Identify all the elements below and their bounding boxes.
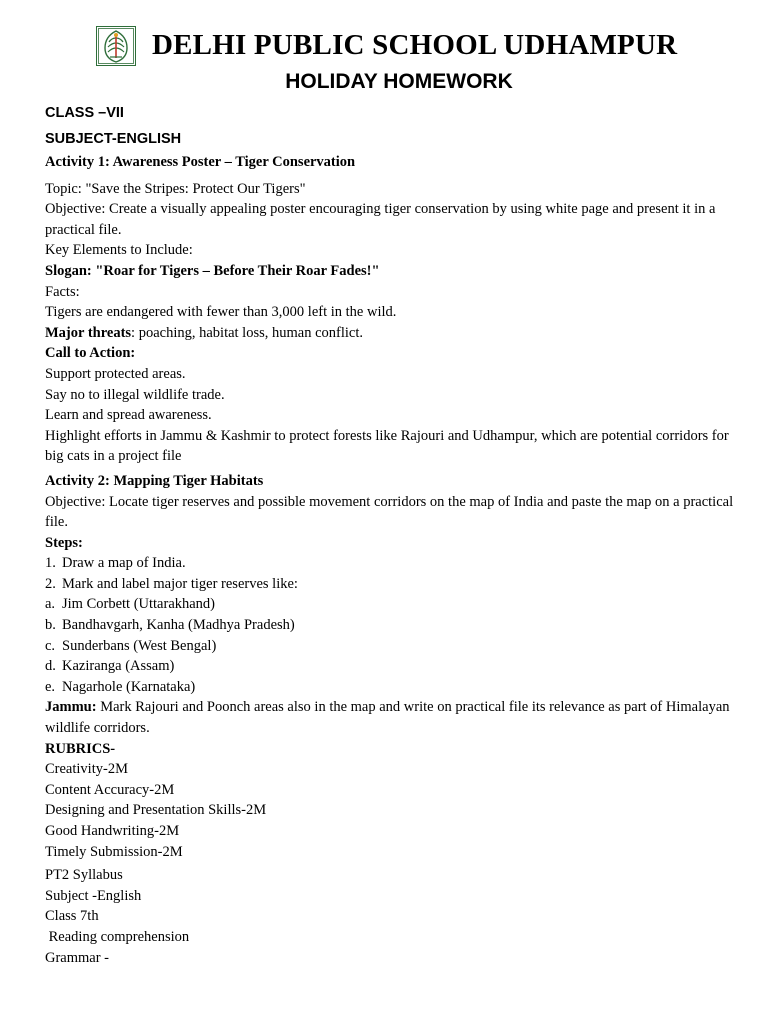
rubric-item: Good Handwriting-2M xyxy=(45,823,180,839)
syllabus-class: Class 7th xyxy=(45,908,99,925)
document-body xyxy=(45,152,735,968)
activity1-topic: Topic: "Save the Stripes: Protect Our Tigers" xyxy=(45,180,306,197)
activity1-cta-item: Say no to illegal wildlife trade. xyxy=(45,386,225,403)
list-item: 2. Mark and label major tiger reserves like: xyxy=(45,575,298,592)
activity1-facts-label: Facts: xyxy=(45,283,80,300)
activity1-highlight: Highlight efforts in Jammu & Kashmir to protect forests like Rajouri and Udhampur, which are potential corridors for big cats in a project file xyxy=(45,427,729,465)
activity1-threats xyxy=(45,323,735,344)
activity1-cta-item: Support protected areas. xyxy=(45,365,186,382)
activity1-title: Activity 1: Awareness Poster – Tiger Conservation xyxy=(45,154,356,170)
activity2-title: Activity 2: Mapping Tiger Habitats xyxy=(45,472,264,489)
activity1-key-elements: Key Elements to Include: xyxy=(45,242,193,259)
jammu-label: Jammu: xyxy=(45,699,97,716)
rubric-item: Designing and Presentation Skills-2M xyxy=(45,802,267,819)
activity2-jammu xyxy=(45,697,735,738)
syllabus-item: Reading comprehension xyxy=(45,928,190,945)
subject-label: SUBJECT-ENGLISH xyxy=(45,131,182,147)
school-logo xyxy=(96,26,136,66)
school-name: DELHI PUBLIC SCHOOL UDHAMPUR xyxy=(152,29,678,61)
class-label: CLASS –VII xyxy=(45,105,124,121)
activity1-objective: Objective: Create a visually appealing poster encouraging tiger conservation by using white page and present it in a practical file. xyxy=(45,201,716,238)
list-item: d. Kaziranga (Assam) xyxy=(45,658,175,675)
activity1-cta-label: Call to Action: xyxy=(45,345,136,362)
activity1-slogan: Slogan: "Roar for Tigers – Before Their Roar Fades!" xyxy=(45,262,380,279)
rubric-item: Content Accuracy-2M xyxy=(45,781,175,798)
syllabus-item: Grammar - xyxy=(45,949,110,966)
list-item: b. Bandhavgarh, Kanha (Madhya Pradesh) xyxy=(45,617,295,634)
rubric-item: Timely Submission-2M xyxy=(45,843,183,860)
list-item: a. Jim Corbett (Uttarakhand) xyxy=(45,596,216,613)
threats-text: : poaching, habitat loss, human conflict. xyxy=(131,324,363,341)
rubric-item: Creativity-2M xyxy=(45,761,128,778)
list-item: c. Sunderbans (West Bengal) xyxy=(45,637,217,654)
activity1-fact: Tigers are endangered with fewer than 3,000 left in the wild. xyxy=(45,304,397,321)
jammu-text: Mark Rajouri and Poonch areas also in the map and write on practical file its relevance as part of Himalayan wildlife corridors. xyxy=(45,699,730,737)
threats-label: Major threats xyxy=(45,324,132,341)
list-item: 1. Draw a map of India. xyxy=(45,555,186,572)
activity2-steps-label: Steps: xyxy=(45,534,83,551)
syllabus-title: PT2 Syllabus xyxy=(45,867,123,884)
rubrics-label: RUBRICS- xyxy=(45,740,116,757)
page-title: HOLIDAY HOMEWORK xyxy=(285,70,513,93)
list-item: e. Nagarhole (Karnataka) xyxy=(45,678,196,695)
activity1-cta-item: Learn and spread awareness. xyxy=(45,407,212,424)
syllabus-subject: Subject -English xyxy=(45,887,142,904)
activity2-objective: Objective: Locate tiger reserves and possible movement corridors on the map of India and paste the map on a practical file. xyxy=(45,493,734,531)
